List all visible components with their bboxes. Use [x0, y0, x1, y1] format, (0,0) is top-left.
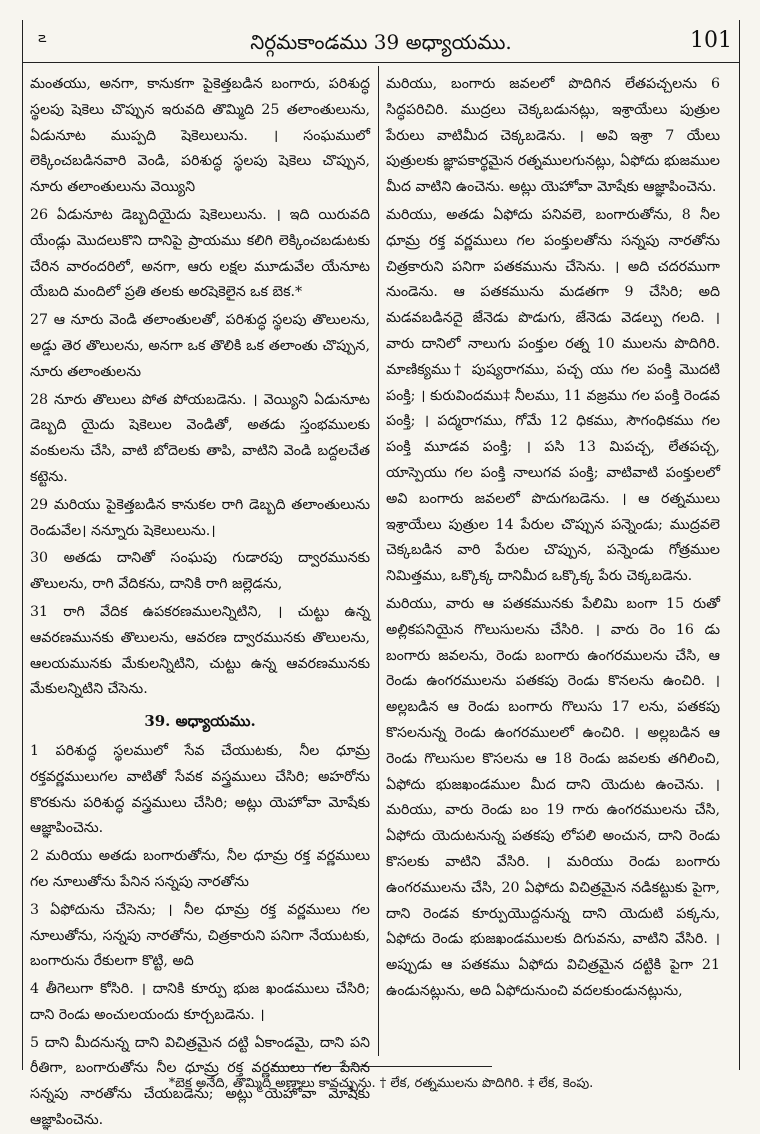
verse-block: 3 ఏఫోదును చేసెను; । నీల ధూమ్ర రక్త వర్ణములు గల నూలుతోను, సన్నపు నారతోను, చిత్రకారుని పనిగా నేయుటకు, బంగారును రేకులగా కొట్టి, అది	[30, 901, 370, 970]
verse-block: 30 అతడు దానితో సంఘపు గుడారపు ద్వారమునకు తొలులను, రాగి వేదికను, దానికి రాగి జల్లెడను,	[30, 550, 370, 593]
verse-block: 4 తీగెలుగా కోసిరి. । దానికి కూర్పు భుజ ఖండములు చేసిరి; దాని రెండు అంచులయందు కూర్చబడెను. ।	[30, 981, 370, 1023]
page-header	[22, 20, 740, 63]
footnote-rule	[272, 1066, 492, 1067]
header-mark: ౽	[38, 30, 47, 46]
left-column	[30, 72, 370, 1129]
verse-block: 26 ఏడునూట డెబ్బదియైదు షెకెలులును. । ఇది యిరువది యేండ్లు మొదలుకొని దానిపై ప్రాయము కలిగి లెక్కించబడుటకు చేరిన వారందరిలో, అనగా, ఆరు లక్షల మూడువేల యేనూట యేబది మందిలో ప్రతి తలకు అరషెకెలైన ఒక బెక.*	[30, 206, 370, 301]
verse-block: 27 ఆ నూరు వెండి తలాంతులతో, పరిశుద్ధ స్థలపు తొలులను, అడ్డు తెర తొలులను, అనగా ఒక తొలికి ఒక తలాంతు చొప్పున, నూరు తలాంతులను	[30, 312, 370, 380]
verse-block: 1 పరిశుద్ధ స్థలములో సేవ చేయుటకు, నీల ధూమ్ర రక్తవర్ణములుగల వాటితో సేవక వస్త్రములు చేసిరి; అహరోను కొరకును పరిశుద్ధ వస్త్రములు చేసిరి; అట్లు యెహోవా మోషేకు ఆజ్ఞాపించెను.	[30, 742, 370, 837]
right-column	[386, 72, 720, 1062]
column-divider	[378, 66, 379, 1056]
footnotes: *బెక అనేది, తొమ్మిది అణాలు కావచ్చును. † లేక, రత్నములను పొదిగిరి. ‡ లేక, కెంపు.	[168, 1076, 594, 1091]
verse-block: మరియు, బంగారు జవలలో పొదిగిన లేతపచ్చలను 6 సిద్ధపరిచిరి. ముద్రలు చెక్కబడునట్లు, ఇశ్రాయేలు పుత్రుల పేరులు వాటిమీద చెక్కబడెను. । అవి ఇశ్రా 7 యేలు పుత్రులకు జ్ఞాపకార్థమైన రత్నములగునట్లు, ఏఫోదు భుజముల మీద వాటిని ఉంచెను. అట్లు యెహోవా మోషేకు ఆజ్ఞాపించెను.	[386, 76, 720, 196]
verse-block: మరియు, అతడు ఏఫోదు పనివలె, బంగారుతోను, 8 నీల ధూమ్ర రక్త వర్ణములు గల పంక్తులతోను సన్నపు నారతోను చిత్రకారుని పనిగా పతకమును చేసెను. । అది చదరముగా నుండెను. ఆ పతకమును మడతగా 9 చేసిరి; అది మడవబడినదై జేనెడు పొడుగు, జేనెడు వెడల్పు గలది. । వారు దానిలో నాలుగు పంక్తుల రత్న 10 ములను పొదిగిరి. మాణిక్యము† పుష్యరాగము, పచ్చ యు గల పంక్తి మొదటి పంక్తి; । కురువిందము‡ నీలము, 11 వజ్రము గల పంక్తి రెండవ పంక్తి; । పద్మరాగము, గోమే 12 ధికము, సౌగంధికము గల పంక్తి మూడవ పంక్తి; । పసి 13 మిపచ్చ, లేతపచ్చ, యాస్పెయు గల పంక్తి నాలుగవ పంక్తి; వాటివాటి పంక్తులలో అవి బంగారు జవలలో పొదుగబడెను. । ఆ రత్నములు ఇశ్రాయేలు పుత్రుల 14 పేరుల చొప్పున పన్నెండు; ముద్రవలె చెక్కబడిన వారి పేరుల చొప్పున, పన్నెండు గోత్రముల నిమిత్తము, ఒక్కొక్క దానిమీద ఒక్కొక్క పేరు చెక్కబడెను.	[386, 206, 720, 585]
page-frame-left	[22, 20, 23, 1070]
chapter-heading: 39. అధ్యాయము.	[144, 712, 256, 731]
verse-block: మరియు, వారు ఆ పతకమునకు పేలిమి బంగా 15 రుతో అల్లికపనియైన గొలుసులను చేసిరి. । వారు రెం 16 డు బంగారు జవలను, రెండు బంగారు ఉంగరములను చేసి, ఆ రెండు ఉంగరములను పతకపు రెండు కొనలను ఉంచిరి. । అల్లబడిన ఆ రెండు బంగారు గొలుసు 17 లను, పతకపు కొసలనున్న రెండు ఉంగరములలో ఉంచిరి. । అల్లబడిన ఆ రెండు గొలుసుల కొసలను ఆ 18 రెండు జవలకు తగిలించి, ఏఫోదు భుజఖండముల మీద దాని యెదుట ఉంచెను. । మరియు, వారు రెండు బం 19 గారు ఉంగరములను చేసి, ఏఫోదు యెదుటనున్న పతకపు లోపలి అంచున, దాని రెండు కొసలకు వాటిని వేసిరి. । మరియు రెండు బంగారు ఉంగరములను చేసి, 20 ఏఫోదు విచిత్రమైన నడికట్టుకు పైగా, దాని రెండవ కూర్పుయొద్దనున్న దాని యెదుటి పక్కను, ఏఫోదు రెండు భుజఖండములకు దిగువను, వాటిని వేసిరి. । అప్పుడు ఆ పతకము ఏఫోదు విచిత్రమైన దట్టికి పైగా 21 ఉండునట్లును, అది ఏఫోదునుంచి వదలకుండునట్లును,	[386, 595, 720, 999]
verse-block: 29 మరియు పైకెత్తబడిన కానుకల రాగి డెబ్బది తలాంతులును రెండువేల। నన్నూరు షెకెలులును.।	[30, 496, 370, 539]
verse-block: 31 రాగి వేదిక ఉపకరణములన్నిటిని, । చుట్టు ఉన్న ఆవరణమునకు తొలులను, ఆవరణ ద్వారమునకు తొలులను, ఆలయమునకు మేకులన్నిటిని, చుట్టు ఉన్న ఆవరణమునకు మేకులన్నిటిని చేసెను.	[30, 603, 370, 698]
verse-block: 5 దాని మీదనున్న దాని విచిత్రమైన దట్టి ఏకాండమై, దాని పని రీతిగా, బంగారుతోను నీల ధూమ్ర రక్త వర్ణములు గల పేనిన సన్నపు నారతోను చేయబడెను; అట్లు యెహోవా మోషేకు ఆజ్ఞాపించెను.	[30, 1034, 370, 1129]
verse-block: 2 మరియు అతడు బంగారుతోను, నీల ధూమ్ర రక్త వర్ణములు గల నూలుతోను పేనిన సన్నపు నారతోను	[30, 848, 370, 890]
verse-block: మంతయు, అనగా, కానుకగా పైకెత్తబడిన బంగారు, పరిశుద్ధ స్థలపు షెకెలు చొప్పున ఇరువది తొమ్మిది 25 తలాంతులును, ఏడునూట ముప్పది షెకెలులును. । సంఘములో లెక్కించబడినవారి వెండి, పరిశుద్ధ స్థలపు షెకెలు చొప్పున, నూరు తలాంతులును వెయ్యిని	[30, 76, 370, 196]
page-frame-right	[739, 20, 740, 1070]
page-number: 101	[690, 28, 732, 53]
bible-page	[22, 20, 740, 1129]
page-title: నిర్గమకాండము 39 అధ్యాయము.	[250, 30, 512, 54]
verse-block: 28 నూరు తొలులు పోత పోయబడెను. । వెయ్యిని ఏడునూట డెబ్బది యైదు షెకెలుల వెండితో, అతడు స్తంభములకు వంకులను చేసి, వాటి బోదెలకు తాపి, వాటిని వెండి బద్దలచేత కట్టెను.	[30, 391, 370, 485]
